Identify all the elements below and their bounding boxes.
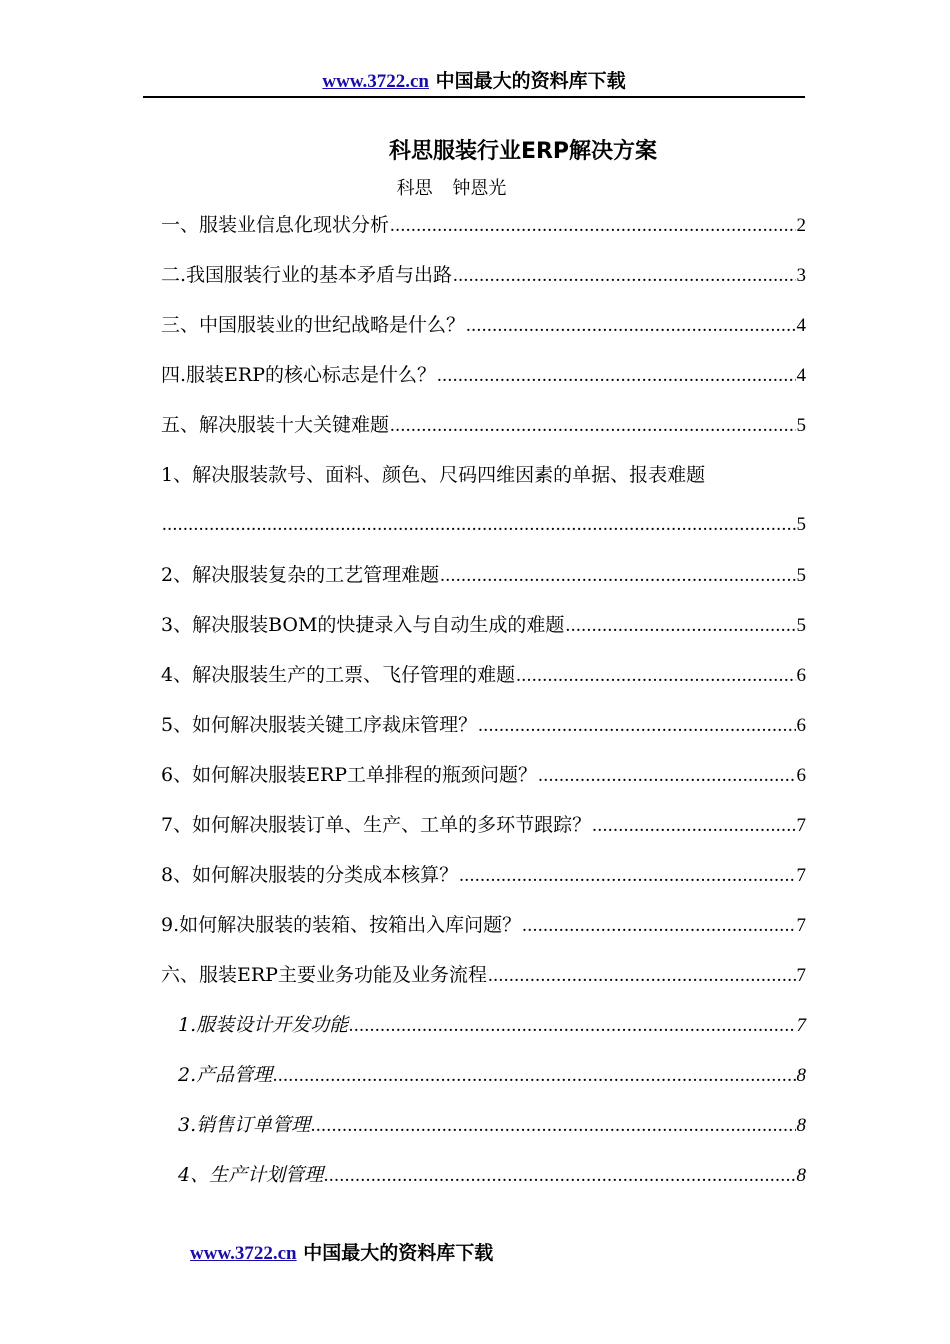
toc-leader: [466, 311, 795, 341]
toc-entry-page: 5: [796, 565, 806, 586]
toc-entry-page: 5: [796, 615, 806, 636]
table-of-contents: [161, 210, 806, 1210]
toc-leader: [437, 361, 796, 391]
toc-entry-page: 4: [796, 365, 806, 386]
toc-entry-label: 1、解决服装款号、面料、颜色、尺码四维因素的单据、报表难题: [161, 464, 706, 486]
footer-link[interactable]: www.3722.cn: [190, 1243, 297, 1264]
header-text: 中国最大的资料库下载: [429, 70, 626, 92]
toc-entry[interactable]: [161, 210, 806, 260]
toc-entry-continuation[interactable]: [161, 510, 806, 560]
footer-text: 中国最大的资料库下载: [296, 1242, 494, 1264]
toc-entry-page: 6: [796, 715, 806, 736]
toc-entry-page: 5: [796, 514, 806, 535]
toc-entry[interactable]: [161, 810, 806, 860]
toc-entry[interactable]: [161, 410, 806, 460]
toc-entry-page: 8: [796, 1115, 806, 1136]
toc-entry-label: 4、生产计划管理: [178, 1164, 324, 1186]
toc-entry-page: 4: [796, 315, 806, 336]
toc-entry[interactable]: [161, 560, 806, 610]
toc-leader: [390, 411, 795, 441]
toc-entry-label: 3.销售订单管理: [178, 1114, 311, 1136]
toc-leader: [324, 1161, 795, 1191]
toc-leader: [349, 1011, 795, 1041]
toc-leader: [522, 911, 795, 941]
toc-entry-label: 8、如何解决服装的分类成本核算？: [161, 864, 459, 886]
toc-entry-label: 5、如何解决服装关键工序裁床管理？: [161, 714, 478, 736]
toc-leader: [453, 261, 795, 291]
toc-entry[interactable]: [161, 610, 806, 660]
toc-entry-page: 2: [796, 215, 806, 236]
toc-entry-page: 6: [796, 665, 806, 686]
toc-leader: [459, 861, 795, 891]
toc-leader: [516, 661, 795, 691]
toc-entry[interactable]: [161, 310, 806, 360]
toc-entry-label: 3、解决服装BOM的快捷录入与自动生成的难题: [161, 614, 565, 636]
toc-entry-label: 6、如何解决服装ERP工单排程的瓶颈问题？: [161, 764, 538, 786]
toc-leader: [592, 811, 795, 841]
toc-subentry[interactable]: [161, 1010, 806, 1060]
toc-entry-label: 4、解决服装生产的工票、飞仔管理的难题: [161, 664, 516, 686]
toc-entry-page: 8: [796, 1065, 806, 1086]
toc-entry-page: 8: [796, 1165, 806, 1186]
toc-leader: [311, 1111, 795, 1141]
toc-subentry[interactable]: [161, 1110, 806, 1160]
toc-subentry[interactable]: [161, 1060, 806, 1110]
toc-leader: [390, 211, 795, 241]
toc-leader: [538, 761, 795, 791]
toc-entry-page: 6: [796, 765, 806, 786]
toc-leader: [565, 611, 795, 641]
page-footer: [190, 1238, 493, 1265]
toc-entry[interactable]: [161, 360, 806, 410]
toc-entry-page: 7: [796, 915, 806, 936]
toc-subentry[interactable]: [161, 1160, 806, 1210]
header-link[interactable]: www.3722.cn: [322, 71, 429, 92]
toc-entry-page: 7: [796, 965, 806, 986]
toc-entry-label: 三、中国服装业的世纪战略是什么？: [161, 314, 466, 336]
toc-leader: [162, 510, 796, 540]
toc-entry-label: 2.产品管理: [178, 1064, 273, 1086]
page-header: [143, 64, 805, 98]
toc-entry[interactable]: [161, 710, 806, 760]
toc-leader: [440, 561, 795, 591]
toc-entry-page: 3: [796, 265, 806, 286]
toc-entry[interactable]: [161, 260, 806, 310]
toc-entry-label: 7、如何解决服装订单、生产、工单的多环节跟踪？: [161, 814, 592, 836]
toc-entry-page: 7: [796, 865, 806, 886]
toc-entry-label: 四.服装ERP的核心标志是什么？: [161, 364, 436, 386]
toc-entry-page: 7: [796, 815, 806, 836]
toc-leader: [478, 711, 795, 741]
toc-entry-page: 7: [796, 1015, 806, 1036]
toc-entry-label: 1.服装设计开发功能: [178, 1014, 349, 1036]
toc-leader: [273, 1061, 795, 1091]
toc-entry[interactable]: [161, 860, 806, 910]
toc-entry-label: 二.我国服装行业的基本矛盾与出路: [161, 264, 453, 286]
toc-entry[interactable]: [161, 910, 806, 960]
document-title: 科思服装行业ERP解决方案: [388, 139, 658, 164]
toc-entry[interactable]: [161, 460, 806, 510]
toc-leader: [488, 961, 796, 991]
toc-entry[interactable]: [161, 660, 806, 710]
toc-entry-label: 六、服装ERP主要业务功能及业务流程: [161, 964, 487, 986]
toc-entry-label: 一、服装业信息化现状分析: [161, 214, 390, 236]
toc-entry-page: 5: [796, 415, 806, 436]
toc-entry-label: 2、解决服装复杂的工艺管理难题: [161, 564, 440, 586]
toc-entry[interactable]: [161, 760, 806, 810]
toc-entry-label: 五、解决服装十大关键难题: [161, 414, 390, 436]
toc-entry-label: 9.如何解决服装的装箱、按箱出入库问题？: [161, 914, 522, 936]
toc-entry[interactable]: [161, 960, 806, 1010]
document-author: 科思 钟恩光: [396, 178, 507, 199]
